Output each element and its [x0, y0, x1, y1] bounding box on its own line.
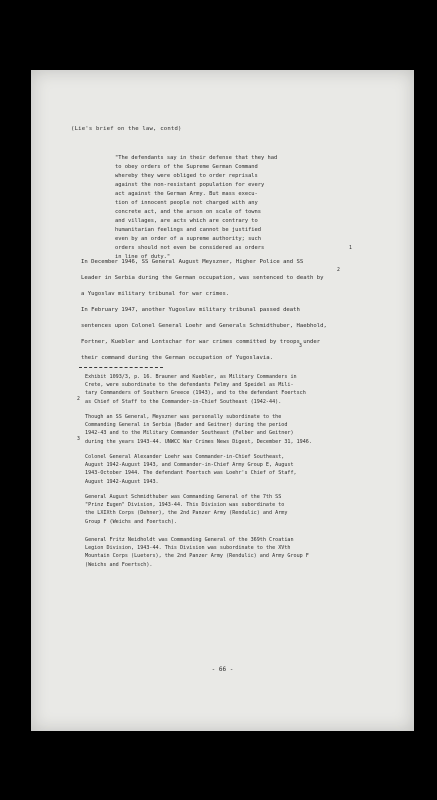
document-page: [31, 70, 414, 731]
quoted-passage: "The defendants say in their defense that they had to obey orders of the Supreme German Command whereby they were obliged to order reprisals against the non-resistant population for every act against the German Army. But mass execu- tion of innocent people not charged with any concrete act, and the arson on scale of towns and villages, are acts which are contrary to humanitarian feelings and cannot be justified even by an order of a supreme authority; such orders should not even be considered as orders in line of duty.": [115, 155, 278, 260]
footnote-4: General August Schmidthuber was Commanding General of the 7th SS "Prinz Eugen" Division, 1943-44. This Division was subordinate to the LXIXth Corps (Dehner), the 2nd Panzer Army (Rendulic) and Army Group F (Weichs and Foertsch).: [85, 494, 288, 525]
footnote-5: General Fritz Neidholdt was Commanding General of the 369th Croatian Legion Division, 1943-44. This Division was subordinate to the XVth Mountain Corps (Lueters), the 2nd Panzer Army (Rendulic) and Army Group F (Weichs and Foertsch).: [85, 537, 309, 568]
footnote-2: Though an SS General, Meyszner was personally subordinate to the Commanding General in Serbia (Bader and Geitner) during the period 1942-43 and to the Military Commander Southeast (Felber and Geitner) during the years 1943-44. UNWCC War Crimes News Digest, December 31, 1946.: [85, 414, 312, 445]
paragraph-loehr: In February 1947, another Yugoslav military tribunal passed death sentences upon Colonel General Loehr and Generals Schmidthuber, Haebhold, Fortner, Kuebler and Lontschar for war crimes committed by troops under their command during the German occupation of Yugoslavia.: [81, 307, 327, 361]
paragraph-meyszner: In December 1946, SS General August Meyszner, Higher Police and SS Leader in Serbia during the German occupation, was sentenced to death by a Yugoslav military tribunal for war crimes.: [81, 259, 324, 297]
footnote-label-2: 2: [77, 397, 80, 402]
footnote-marker-1: 1: [349, 246, 352, 251]
footnote-label-3: 3: [77, 437, 80, 442]
footnote-1: Exhibit 1093/3, p. 16. Brauner and Kuebler, as Military Commanders in Crete, were subordinate to the defendants Felmy and Speidel as Mili- tary Commanders of Southern Greece (1943), and to the defendant Foertsch as Chief of Staff to the Commander-in-Chief Southeast (1942-44).: [85, 374, 306, 405]
footnote-3: Colonel General Alexander Loehr was Commander-in-Chief Southeast, August 1942-August 1943, and Commander-in-Chief Army Group E, August 1943-October 1944. The defendant Foertsch was Loehr's Chief of Staff, August 1942-August 1943.: [85, 454, 297, 485]
footnote-marker-2: 2: [337, 268, 340, 273]
footnote-separator: [79, 367, 163, 368]
document-header: (Lie's brief on the law, contd): [71, 126, 182, 132]
footnote-marker-3: 3: [299, 344, 302, 349]
page-number: - 66 -: [211, 666, 234, 673]
